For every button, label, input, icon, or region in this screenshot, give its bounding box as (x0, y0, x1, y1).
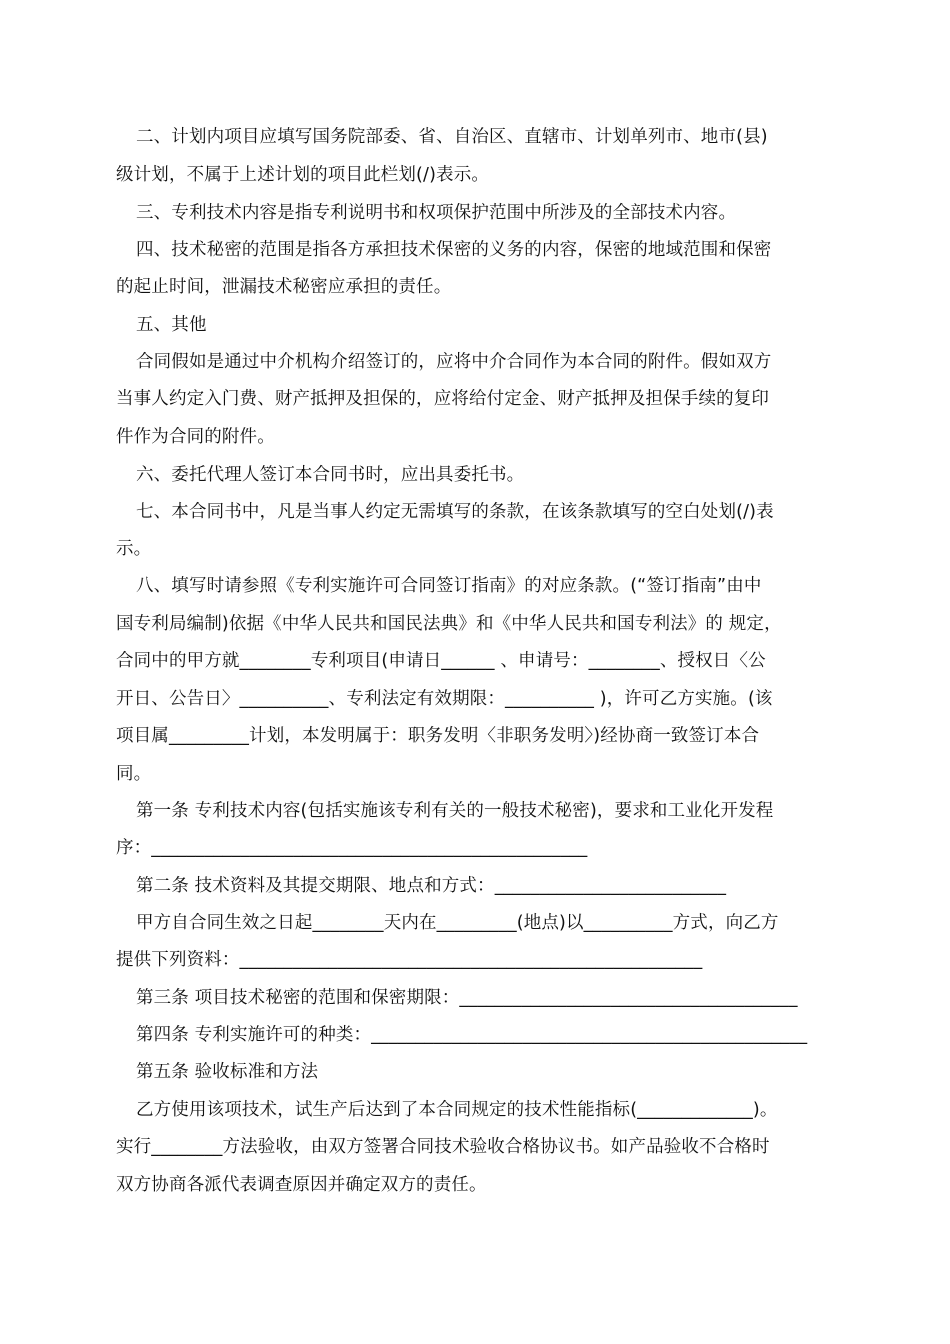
contract-intro-line-4: 同。 (116, 764, 152, 784)
note-2-line-1: 二、计划内项目应填写国务院部委、省、自治区、直辖市、计划单列市、地市(县) (136, 127, 768, 147)
contract-intro-line-3: 项目属_________计划，本发明属于：职务发明〈非职务发明〉)经协商一致签订本合 (116, 726, 760, 746)
note-6: 六、委托代理人签订本合同书时，应出具委托书。 (136, 465, 525, 485)
article-5-heading: 第五条 验收标准和方法 (136, 1062, 319, 1082)
article-5-line-2: 实行________方法验收，由双方签署合同技术验收合格协议书。如产品验收不合格时 (116, 1137, 770, 1157)
note-2-line-2: 级计划，不属于上述计划的项目此栏划(/)表示。 (116, 165, 489, 185)
note-7-line-2: 示。 (116, 539, 152, 559)
article-4: 第四条 专利实施许可的种类：_________________________________________________ (136, 1025, 808, 1045)
article-2-detail-line-2: 提供下列资料：____________________________________________________ (116, 950, 703, 970)
note-5-line-1: 合同假如是通过中介机构介绍签订的，应将中介合同作为本合同的附件。假如双方 (136, 352, 772, 372)
article-3: 第三条 项目技术秘密的范围和保密期限：______________________________________ (136, 988, 798, 1008)
contract-intro-line-2: 开日、公告日〉__________、专利法定有效期限：__________ )，许可乙方实施。(该 (116, 689, 773, 709)
article-2-detail-line-1: 甲方自合同生效之日起________天内在_________(地点)以__________方式，向乙方 (136, 913, 779, 933)
article-1-line-1: 第一条 专利技术内容(包括实施该专利有关的一般技术秘密)，要求和工业化开发程 (136, 801, 774, 821)
note-4-line-1: 四、技术秘密的范围是指各方承担技术保密的义务的内容，保密的地域范围和保密 (136, 240, 772, 260)
article-5-line-1: 乙方使用该项技术，试生产后达到了本合同规定的技术性能指标(_____________)。 (136, 1100, 778, 1120)
contract-intro-line-1: 合同中的甲方就________专利项目(申请日______ 、申请号：________、授权日〈公 (116, 651, 766, 671)
article-1-line-2: 序：_________________________________________________ (116, 838, 588, 858)
note-7-line-1: 七、本合同书中，凡是当事人约定无需填写的条款，在该条款填写的空白处划(/)表 (136, 502, 774, 522)
note-5-line-3: 件作为合同的附件。 (116, 427, 275, 447)
article-5-line-3: 双方协商各派代表调查原因并确定双方的责任。 (116, 1175, 487, 1195)
note-8-line-2: 国专利局编制)依据《中华人民共和国民法典》和《中华人民共和国专利法》的 规定， (116, 614, 782, 634)
note-5-line-2: 当事人约定入门费、财产抵押及担保的，应将给付定金、财产抵押及担保手续的复印 (116, 389, 770, 409)
note-5-heading: 五、其他 (136, 315, 207, 335)
note-3: 三、专利技术内容是指专利说明书和权项保护范围中所涉及的全部技术内容。 (136, 203, 737, 223)
article-2: 第二条 技术资料及其提交期限、地点和方式：__________________________ (136, 876, 727, 896)
note-8-line-1: 八、填写时请参照《专利实施许可合同签订指南》的对应条款。(“签订指南”由中 (136, 576, 762, 596)
note-4-line-2: 的起止时间，泄漏技术秘密应承担的责任。 (116, 277, 452, 297)
